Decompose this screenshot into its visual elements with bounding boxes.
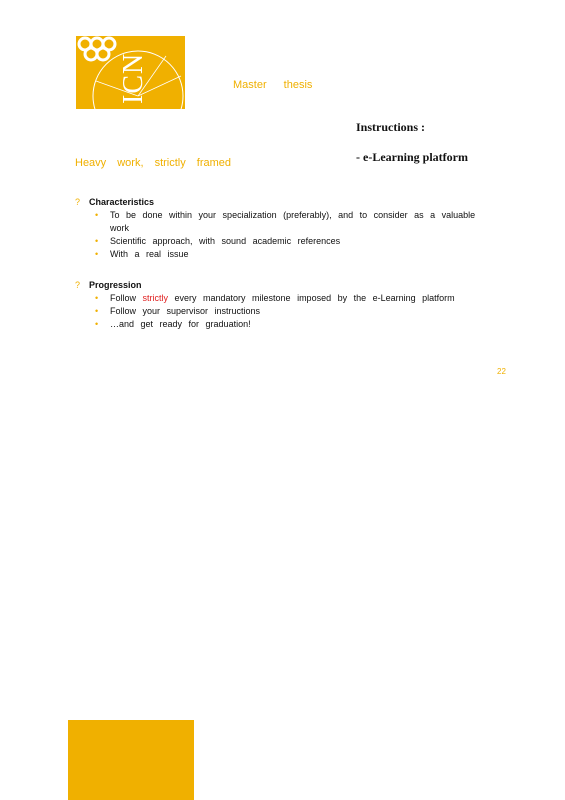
list-item: • Scientific approach, with sound academic references <box>95 236 341 246</box>
section-marker: ? <box>75 280 81 290</box>
bullet-icon: • <box>95 236 99 246</box>
list-item: • Follow your supervisor instructions <box>95 306 261 316</box>
icn-logo <box>76 36 185 109</box>
tagline: Heavy work, strictly framed <box>75 157 232 169</box>
decorative-block <box>68 720 194 800</box>
platform-heading: - e-Learning platform <box>356 150 468 164</box>
list-item: • Follow strictly every mandatory milestone imposed by the e-Learning platform <box>95 293 455 303</box>
section-characteristics <box>75 197 495 261</box>
section-progression <box>75 280 495 331</box>
logo-text: ICN <box>118 52 149 104</box>
bullet-icon: • <box>95 249 99 259</box>
list-item: • …and get ready for graduation! <box>95 319 251 329</box>
list-item: • To be done within your specialization (preferably), and to consider as a valuable work <box>95 210 476 233</box>
section-marker: ? <box>75 197 81 207</box>
section-title: Progression <box>89 280 142 290</box>
section-title: Characteristics <box>89 197 155 207</box>
page-number: 22 <box>497 367 506 376</box>
page-title: Master thesis <box>233 79 313 91</box>
list-item: • With a real issue <box>95 249 189 259</box>
bullet-icon: • <box>95 319 99 329</box>
bullet-icon: • <box>95 306 99 316</box>
bullet-icon: • <box>95 293 99 303</box>
highlight-text: strictly <box>142 293 169 303</box>
bullet-icon: • <box>95 210 99 220</box>
instructions-heading: Instructions : <box>356 120 426 134</box>
